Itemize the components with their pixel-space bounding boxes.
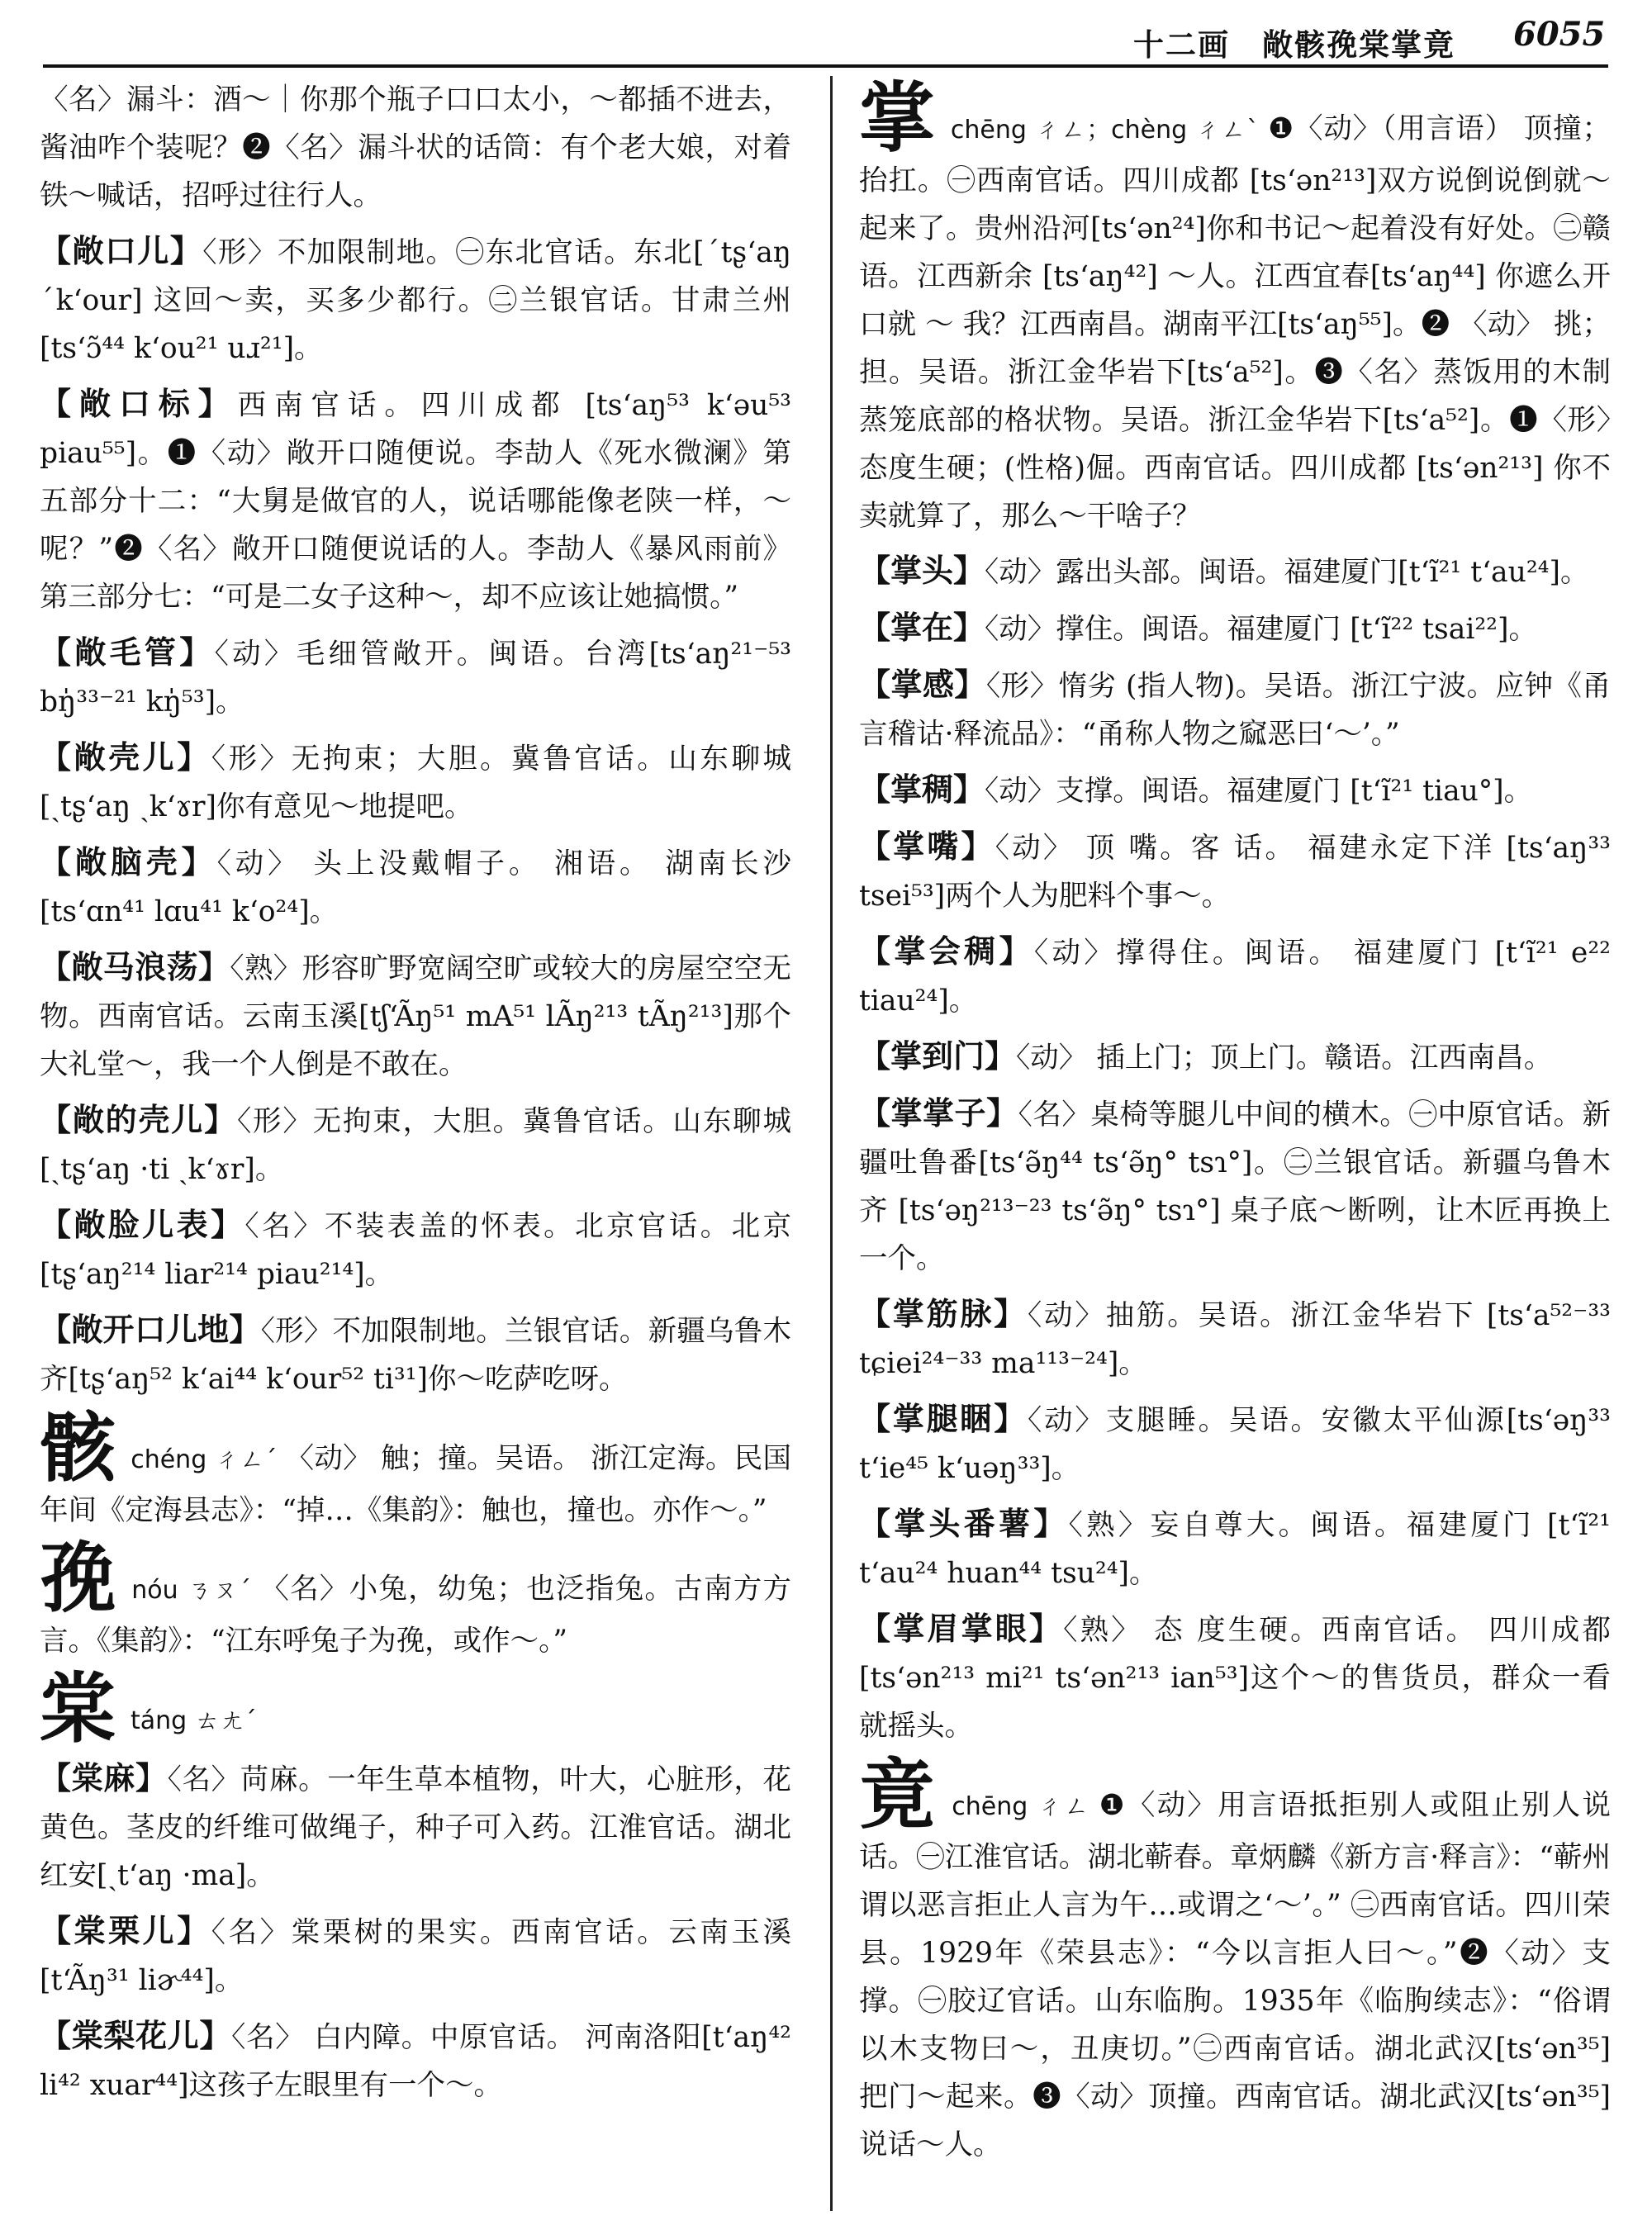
entry-headword: 【掌到门】	[859, 1038, 1017, 1075]
definition-text: 〈形〉不加限制地。㊀东北官话。东北[ˊtʂʻaŋ ˊkʻour] 这回～卖，买多少都行。㊁兰银官话。甘肃兰州[tsʻɔ̃⁴⁴ kʻou²¹ uɹ²¹]。	[40, 236, 791, 365]
continued-definition: 〈名〉漏斗：酒～｜你那个瓶子口口太小，～都插不进去，酱油咋个装呢？❷〈名〉漏斗状的话筒：有个老大娘，对着铁～喊话，招呼过往行人。	[40, 83, 791, 212]
character-entry	[40, 1535, 791, 1665]
definition-text: 〈动〉撑得住。闽语。 福建厦门 [tʻĩ²¹ e²² tiau²⁴]。	[859, 937, 1611, 1018]
dictionary-entry	[859, 928, 1611, 1025]
definition-text: 〈形〉无拘束；大胆。冀鲁官话。山东聊城[ˏtʂʻaŋ ˏkʻɤr]你有意见～地提吧。	[40, 743, 791, 823]
definition-text: 〈动〉支腿睡。吴语。安徽太平仙源[tsʻəŋ³³ tʻie⁴⁵ kʻuəŋ³³]。	[859, 1404, 1611, 1485]
entry-headword: 【敞毛管】	[40, 634, 215, 671]
character-entry	[40, 1404, 791, 1535]
definition-text: 〈动〉支撑。闽语。福建厦门 [tʻĩ²¹ tiau°]。	[985, 775, 1533, 808]
character-entry	[859, 1751, 1611, 2169]
entry-headword: 【掌会稠】	[859, 933, 1034, 970]
definition-text: ❶〈动〉（用言语） 顶撞；抬扛。㊀西南官话。四川成都 [tsʻən²¹³]双方说倒说倒就～起来了。贵州沿河[tsʻən²⁴]你和书记～起着没有好处。㊁赣语。江西新余 [tsʻaŋ⁴²] ～人。江西宜春[tsʻaŋ⁴⁴] 你遮么开口就 ～ 我？江西南昌。湖南平江[tsʻaŋ⁵⁵]。❷ 〈动〉 挑；担。吴语。浙江金华岩下[tsʻa⁵²]。❸〈名〉蒸饭用的木制蒸笼底部的格状物。吴语。浙江金华岩下[tsʻa⁵²]。❶〈形〉态度生硬；(性格)倔。西南官话。四川成都 [tsʻən²¹³] 你不卖就算了，那么～干啥子？	[859, 112, 1611, 533]
headword-character: 棠	[40, 1665, 116, 1753]
dictionary-entry	[859, 1089, 1611, 1283]
entry-headword: 【敞开口儿地】	[40, 1312, 261, 1348]
dictionary-entry	[859, 823, 1611, 920]
headword-character: 掌	[859, 74, 936, 163]
dictionary-entry	[40, 1907, 791, 2005]
dictionary-entry	[859, 661, 1611, 758]
dictionary-entry	[859, 1395, 1611, 1492]
definition-text: 西南官话。四川成都 [tsʻaŋ⁵³ kʻəu⁵³ piau⁵⁵]。❶〈动〉敞开口随便说。李劼人《死水微澜》第五部分十二：“大舅是做官的人，说话哪能像老陕一样，～呢？”❷〈名〉敞开口随便说话的人。李劼人《暴风雨前》第三部分七：“可是二女子这种～，却不应该让她搞惯。”	[40, 389, 791, 614]
definition-text: 〈名〉 白内障。中原官话。 河南洛阳[tʻaŋ⁴² li⁴² xuar⁴⁴]这孩子左眼里有一个～。	[40, 2021, 791, 2102]
character-entry	[40, 1665, 791, 1753]
left-column	[40, 76, 791, 2117]
entry-headword: 【敞口标】	[40, 386, 238, 422]
dictionary-entry	[40, 838, 791, 936]
entry-headword: 【棠麻】	[40, 1760, 168, 1796]
column-divider	[830, 76, 833, 2211]
entry-headword: 【掌腿睏】	[859, 1401, 1028, 1437]
definition-text: 〈动〉露出头部。闽语。福建厦门[tʻĩ²¹ tʻau²⁴]。	[985, 556, 1589, 589]
entry-headword: 【掌头番薯】	[859, 1506, 1069, 1542]
entry-headword: 【棠栗儿】	[40, 1913, 211, 1949]
definition-text: 〈熟〉妄自尊大。闽语。福建厦门 [tʻĩ²¹ tʻau²⁴ huan⁴⁴ tsu²⁴]。	[859, 1509, 1611, 1590]
entry-headword: 【掌在】	[859, 610, 985, 646]
pronunciation: táng ㄊㄤˊ	[131, 1706, 257, 1735]
definition-text: 〈名〉不装表盖的怀表。北京官话。北京[tʂʻaŋ²¹⁴ liar²¹⁴ piau²¹⁴]。	[40, 1210, 791, 1291]
entry-headword: 【敞马浪荡】	[40, 949, 230, 985]
pronunciation: chēng ㄔㄥ；chèng ㄔㄥˋ	[950, 116, 1260, 145]
entry-headword: 【掌头】	[859, 553, 985, 589]
dictionary-entry	[859, 1500, 1611, 1597]
dictionary-entry	[859, 1032, 1611, 1082]
entry-headword: 【敞脑壳】	[40, 844, 217, 880]
definition-text: 〈动〉毛细管敞开。闽语。台湾[tsʻaŋ²¹⁻⁵³ bŋ̍³³⁻²¹ kŋ̍⁵³]。	[40, 638, 791, 719]
definition-text: 〈形〉惰劣 (指人物)。吴语。浙江宁波。应钟《甬言稽诂·释流品》：“甬称人物之窳恶曰‘～’。”	[859, 670, 1611, 751]
definition-text: 〈形〉无拘束，大胆。冀鲁官话。山东聊城[ˏtʂʻaŋ ·ti ˏkʻɤr]。	[40, 1105, 791, 1186]
definition-text: 〈动〉 插上门；顶上门。赣语。江西南昌。	[1016, 1041, 1553, 1075]
headword-character: 㝃	[40, 1535, 117, 1623]
dictionary-entry	[40, 629, 791, 726]
dictionary-entry	[40, 1096, 791, 1193]
entry-headword: 【掌掌子】	[859, 1095, 1018, 1132]
entry-headword: 【敞壳儿】	[40, 739, 211, 776]
entry-headword: 【敞口儿】	[40, 233, 203, 269]
dictionary-entry	[40, 943, 791, 1089]
dictionary-entry	[40, 380, 791, 621]
definition-text: 〈动〉 头上没戴帽子。 湘语。 湖南长沙[tsʻɑn⁴¹ lɑu⁴¹ kʻo²⁴]。	[40, 847, 791, 928]
headword-character: 竟	[859, 1751, 938, 1839]
definition-text: 〈名〉苘麻。一年生草本植物，叶大，心脏形，花黄色。茎皮的纤维可做绳子，种子可入药。江淮官话。湖北红安[ˏtʻaŋ ·ma]。	[40, 1763, 791, 1892]
entry-headword: 【掌筋脉】	[859, 1296, 1028, 1332]
right-column	[859, 76, 1611, 2175]
character-entry	[859, 74, 1611, 540]
dictionary-entry	[40, 1306, 791, 1403]
header-rule	[43, 64, 1608, 68]
dictionary-entry	[859, 604, 1611, 653]
entry-headword: 【敞脸儿表】	[40, 1207, 245, 1243]
definition-text: 〈形〉不加限制地。兰银官话。新疆乌鲁木齐[tʂʻaŋ⁵² kʻai⁴⁴ kʻour⁵² ti³¹]你～吃萨吃呀。	[40, 1315, 791, 1396]
pronunciation: chēng ㄔㄥ	[952, 1792, 1091, 1821]
dictionary-entry	[40, 1754, 791, 1900]
definition-text: 〈名〉桌椅等腿儿中间的横木。㊀中原官话。新疆吐鲁番[tsʻə̃ŋ⁴⁴ tsʻə̃ŋ° tsɿ°]。㊁兰银官话。新疆乌鲁木齐 [tsʻəŋ²¹³⁻²³ tsʻə̃ŋ° tsɿ°] 桌子底～断咧，让木匠再换上一个。	[859, 1098, 1611, 1275]
pronunciation: nóu ㄋㄡˊ	[131, 1576, 253, 1605]
entry-headword: 【掌嘴】	[859, 828, 995, 865]
definition-text: 〈动〉 顶 嘴。客 话。 福建永定下洋 [tsʻaŋ³³ tsei⁵³]两个人为肥料个事～。	[859, 832, 1611, 913]
dictionary-entry	[40, 733, 791, 831]
page-header	[0, 0, 1652, 76]
dictionary-entry	[40, 1201, 791, 1298]
definition-text: 〈动〉 触；撞。吴语。 浙江定海。民国年间《定海县志》：“掉…《集韵》：触也，撞也。亦作～。”	[40, 1442, 791, 1527]
running-title: 十二画 敞骸㝃棠掌竟	[1133, 27, 1455, 63]
dictionary-entry	[859, 547, 1611, 596]
definition-text: ❶〈动〉用言语抵拒别人或阻止别人说话。㊀江淮官话。湖北蕲春。章炳麟《新方言·释言》：“蕲州谓以恶言拒止人言为午…或谓之‘～’。” ㊁西南官话。四川荣县。1929年《荣县志》：“今以言拒人曰～。”❷〈动〉支撑。㊀胶辽官话。山东临朐。1935年《临朐续志》：“俗谓以木支物曰～，丑庚切。”㊁西南官话。湖北武汉[tsʻən³⁵] 把门～起来。❸〈动〉顶撞。西南官话。湖北武汉[tsʻən³⁵]说话～人。	[859, 1789, 1611, 2161]
headword-character: 骸	[40, 1404, 116, 1492]
dictionary-entry	[859, 766, 1611, 815]
definition-text: 〈名〉棠栗树的果实。西南官话。云南玉溪[tʻÃŋ³¹ liɚ⁴⁴]。	[40, 1916, 791, 1997]
definition-text: 〈熟〉 态 度生硬。西南官话。 四川成都[tsʻən²¹³ mi²¹ tsʻən²¹³ ian⁵³]这个～的售货员，群众一看就摇头。	[859, 1614, 1611, 1743]
definition-text: 〈动〉抽筋。吴语。浙江金华岩下 [tsʻa⁵²⁻³³ tɕiei²⁴⁻³³ ma¹¹³⁻²⁴]。	[859, 1299, 1611, 1380]
entry-headword: 【掌稠】	[859, 771, 985, 808]
page-number: 6055	[1513, 15, 1606, 54]
definition-text: 〈熟〉形容旷野宽阔空旷或较大的房屋空空无物。西南官话。云南玉溪[tʃʻÃŋ⁵¹ mA⁵¹ lÃŋ²¹³ tÃŋ²¹³]那个大礼堂～，我一个人倒是不敢在。	[40, 952, 791, 1081]
entry-headword: 【掌感】	[859, 667, 986, 703]
dictionary-entry	[40, 227, 791, 372]
dictionary-entry	[859, 1605, 1611, 1750]
entry-headword: 【棠梨花儿】	[40, 2018, 232, 2054]
pronunciation: chéng ㄔㄥˊ	[131, 1445, 278, 1474]
dictionary-entry	[859, 1290, 1611, 1388]
definition-text: 〈名〉小兔，幼兔；也泛指兔。古南方方言。《集韵》：“江东呼兔子为㝃，或作～。”	[40, 1573, 791, 1658]
entry-headword: 【掌眉掌眼】	[859, 1611, 1064, 1647]
definition-text: 〈动〉撑住。闽语。福建厦门 [tʻĩ²² tsai²²]。	[985, 613, 1537, 646]
entry-headword: 【敞的壳儿】	[40, 1102, 237, 1138]
dictionary-entry	[40, 2012, 791, 2109]
